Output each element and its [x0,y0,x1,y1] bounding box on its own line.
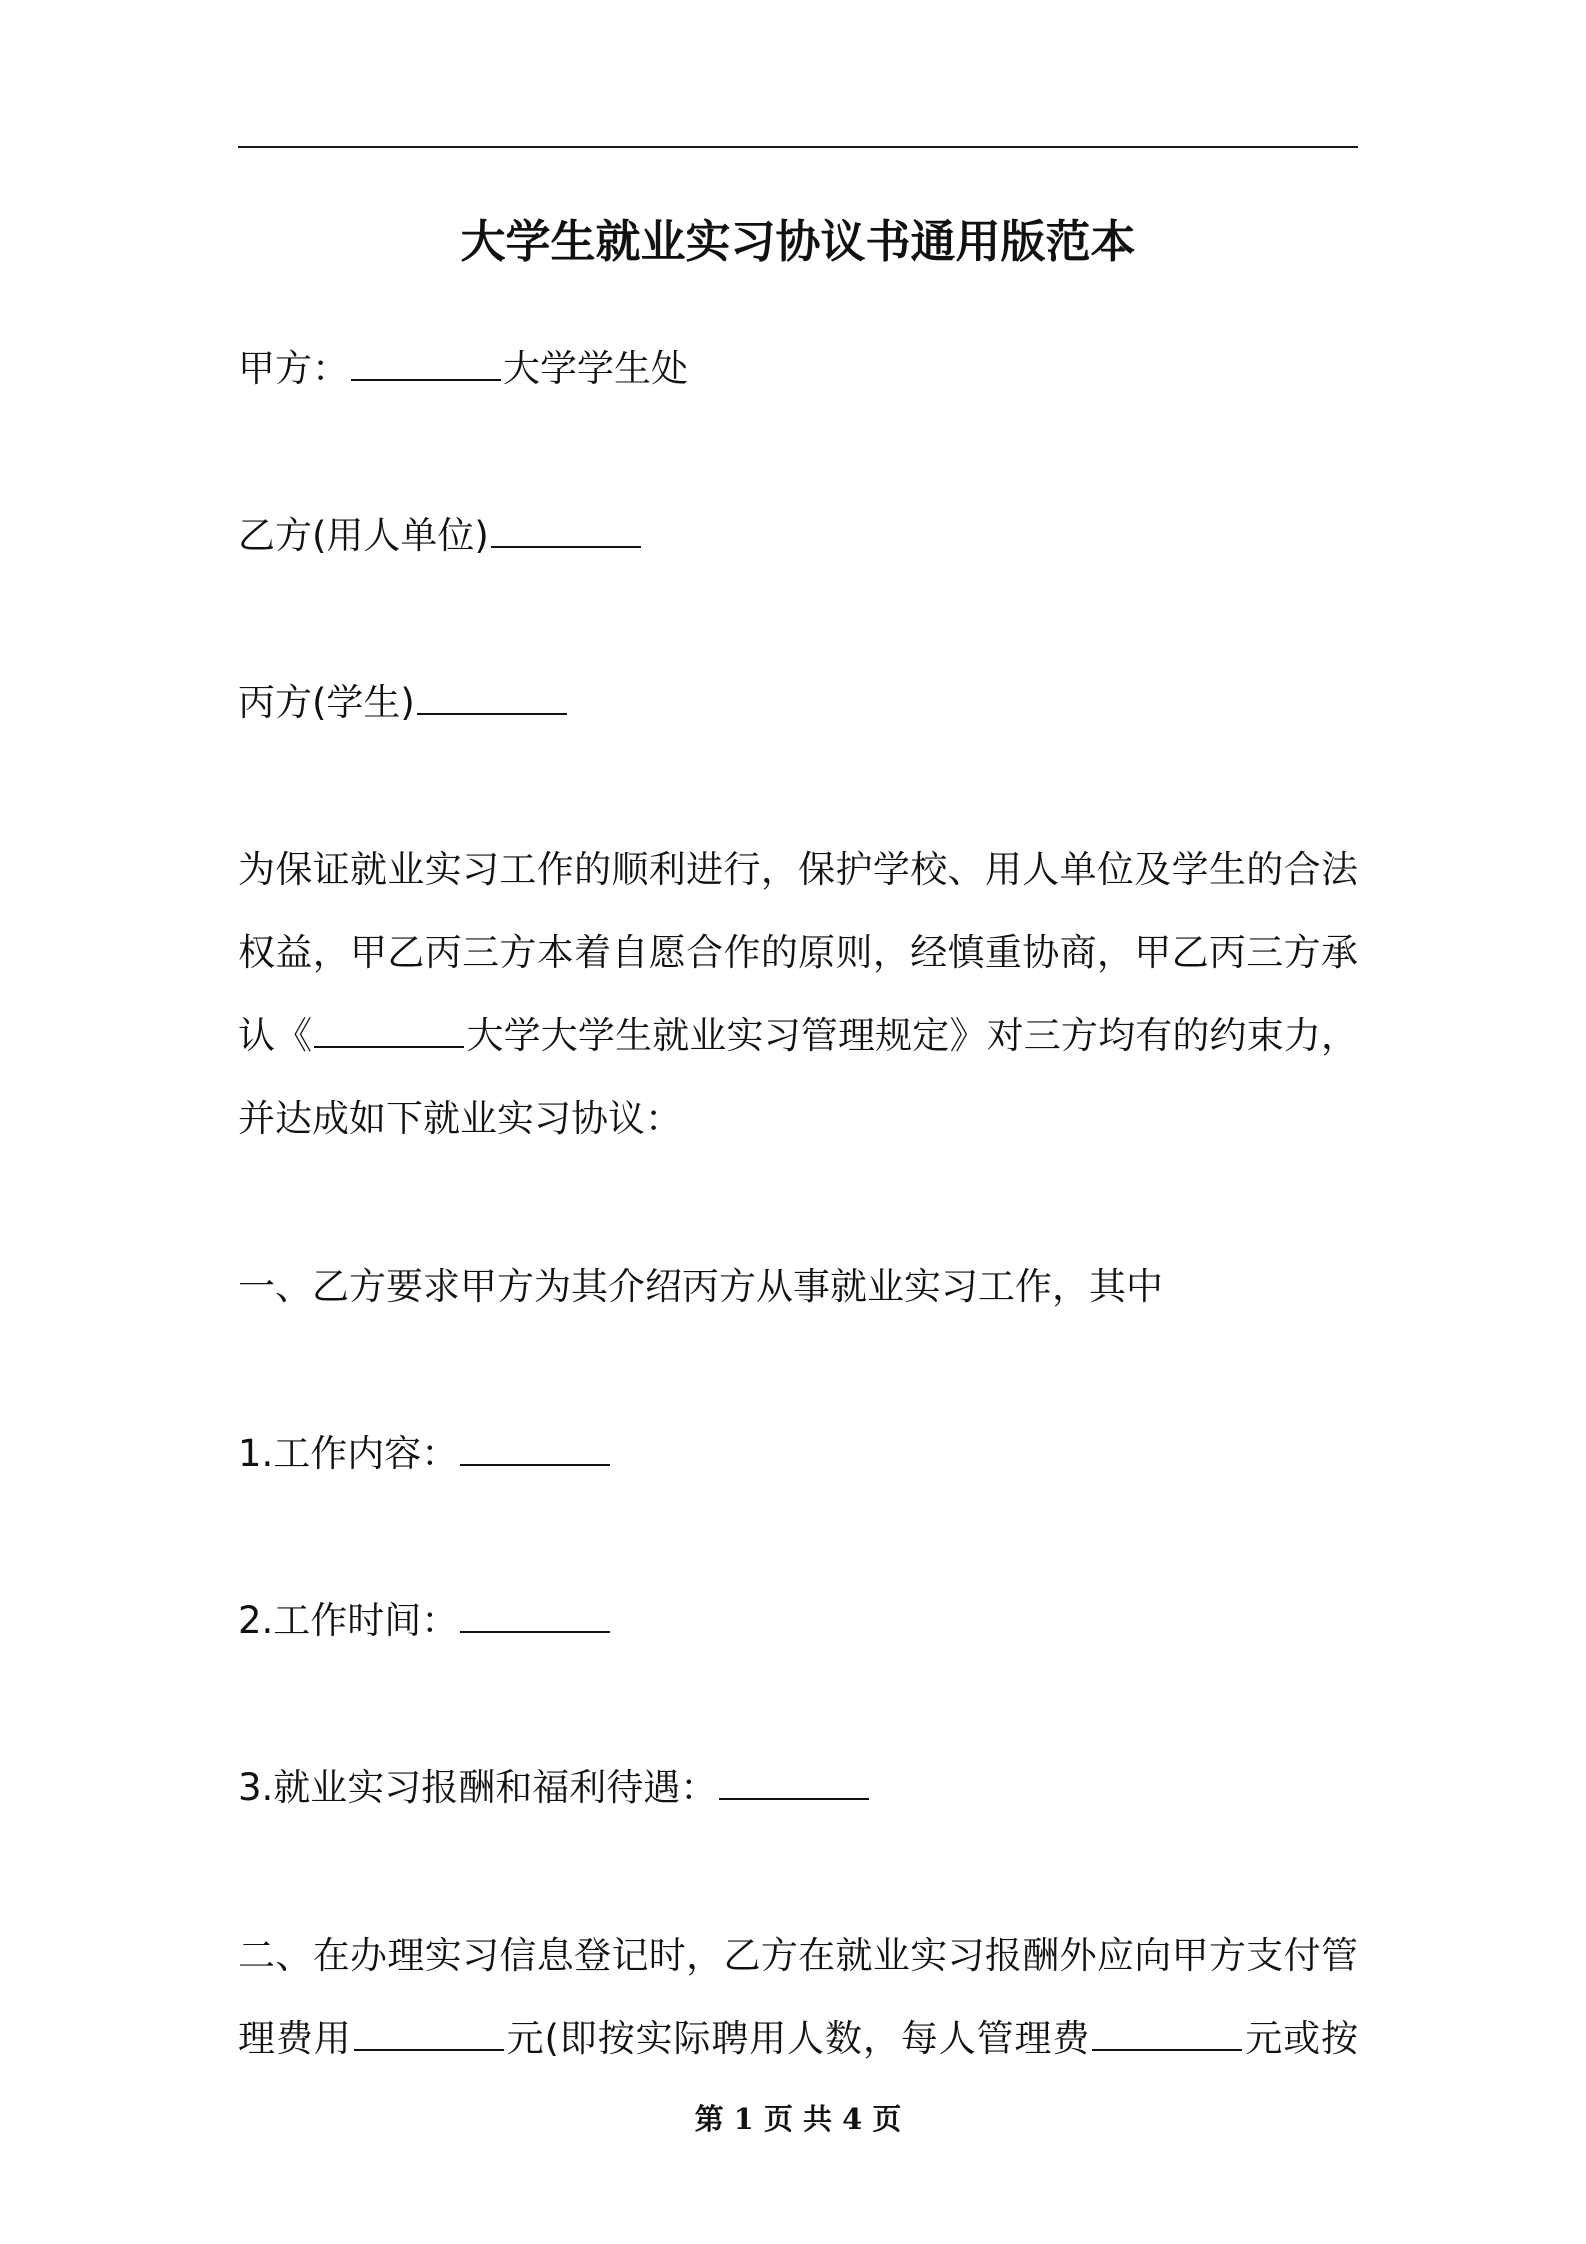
party-b-blank [491,516,641,548]
header-rule [238,146,1358,148]
item-3-blank [719,1768,869,1800]
party-c-prefix: 丙方(学生) [238,681,415,724]
party-a-prefix: 甲方： [238,347,349,390]
party-c-blank [417,683,567,715]
section-1-item-2 [238,1590,1358,1644]
party-c-line [238,672,1358,726]
item-1-label: 1.工作内容： [238,1432,459,1475]
intro-line-3-blank [314,1016,464,1048]
party-a-blank [351,349,501,381]
section-1-item-3 [238,1757,1358,1811]
intro-line-3 [238,1005,1358,1059]
page-number: 第 1 页 共 4 页 [694,2102,902,2136]
intro-line-3-suffix: 大学大学生就业实习管理规定》对三方均有的约束力， [466,1014,1359,1057]
party-a-line [238,338,1358,392]
intro-line-3-prefix: 认《 [238,1014,313,1057]
party-b-prefix: 乙方(用人单位) [238,514,489,557]
section-2-line-2-c: 元或按 [1244,2017,1359,2060]
item-3-label: 3.就业实习报酬和福利待遇： [238,1766,718,1809]
intro-line-4: 并达成如下就业实习协议： [238,1097,682,1140]
section-2-line-2-a: 理费用 [238,2017,352,2060]
section-2-line-1: 二、在办理实习信息登记时，乙方在就业实习报酬外应向甲方支付管 [238,1934,1358,1977]
item-2-blank [460,1601,610,1633]
intro-line-1: 为保证就业实习工作的顺利进行，保护学校、用人单位及学生的合法 [238,848,1358,891]
section-2-line-2-b: 元(即按实际聘用人数，每人管理费 [505,2017,1091,2060]
intro-line-2: 权益，甲乙丙三方本着自愿合作的原则，经慎重协商，甲乙丙三方承 [238,931,1358,974]
section-1-heading: 一、乙方要求甲方为其介绍丙方从事就业实习工作，其中 [238,1265,1163,1308]
party-b-line [238,505,1358,559]
item-1-blank [460,1434,610,1466]
section-2-line-2 [238,2008,1358,2062]
document-title: 大学生就业实习协议书通用版范本 [460,215,1136,268]
fee-total-blank [354,2019,504,2051]
party-a-suffix: 大学学生处 [503,347,688,390]
fee-per-person-blank [1092,2019,1242,2051]
item-2-label: 2.工作时间： [238,1599,459,1642]
section-1-item-1 [238,1423,1358,1477]
